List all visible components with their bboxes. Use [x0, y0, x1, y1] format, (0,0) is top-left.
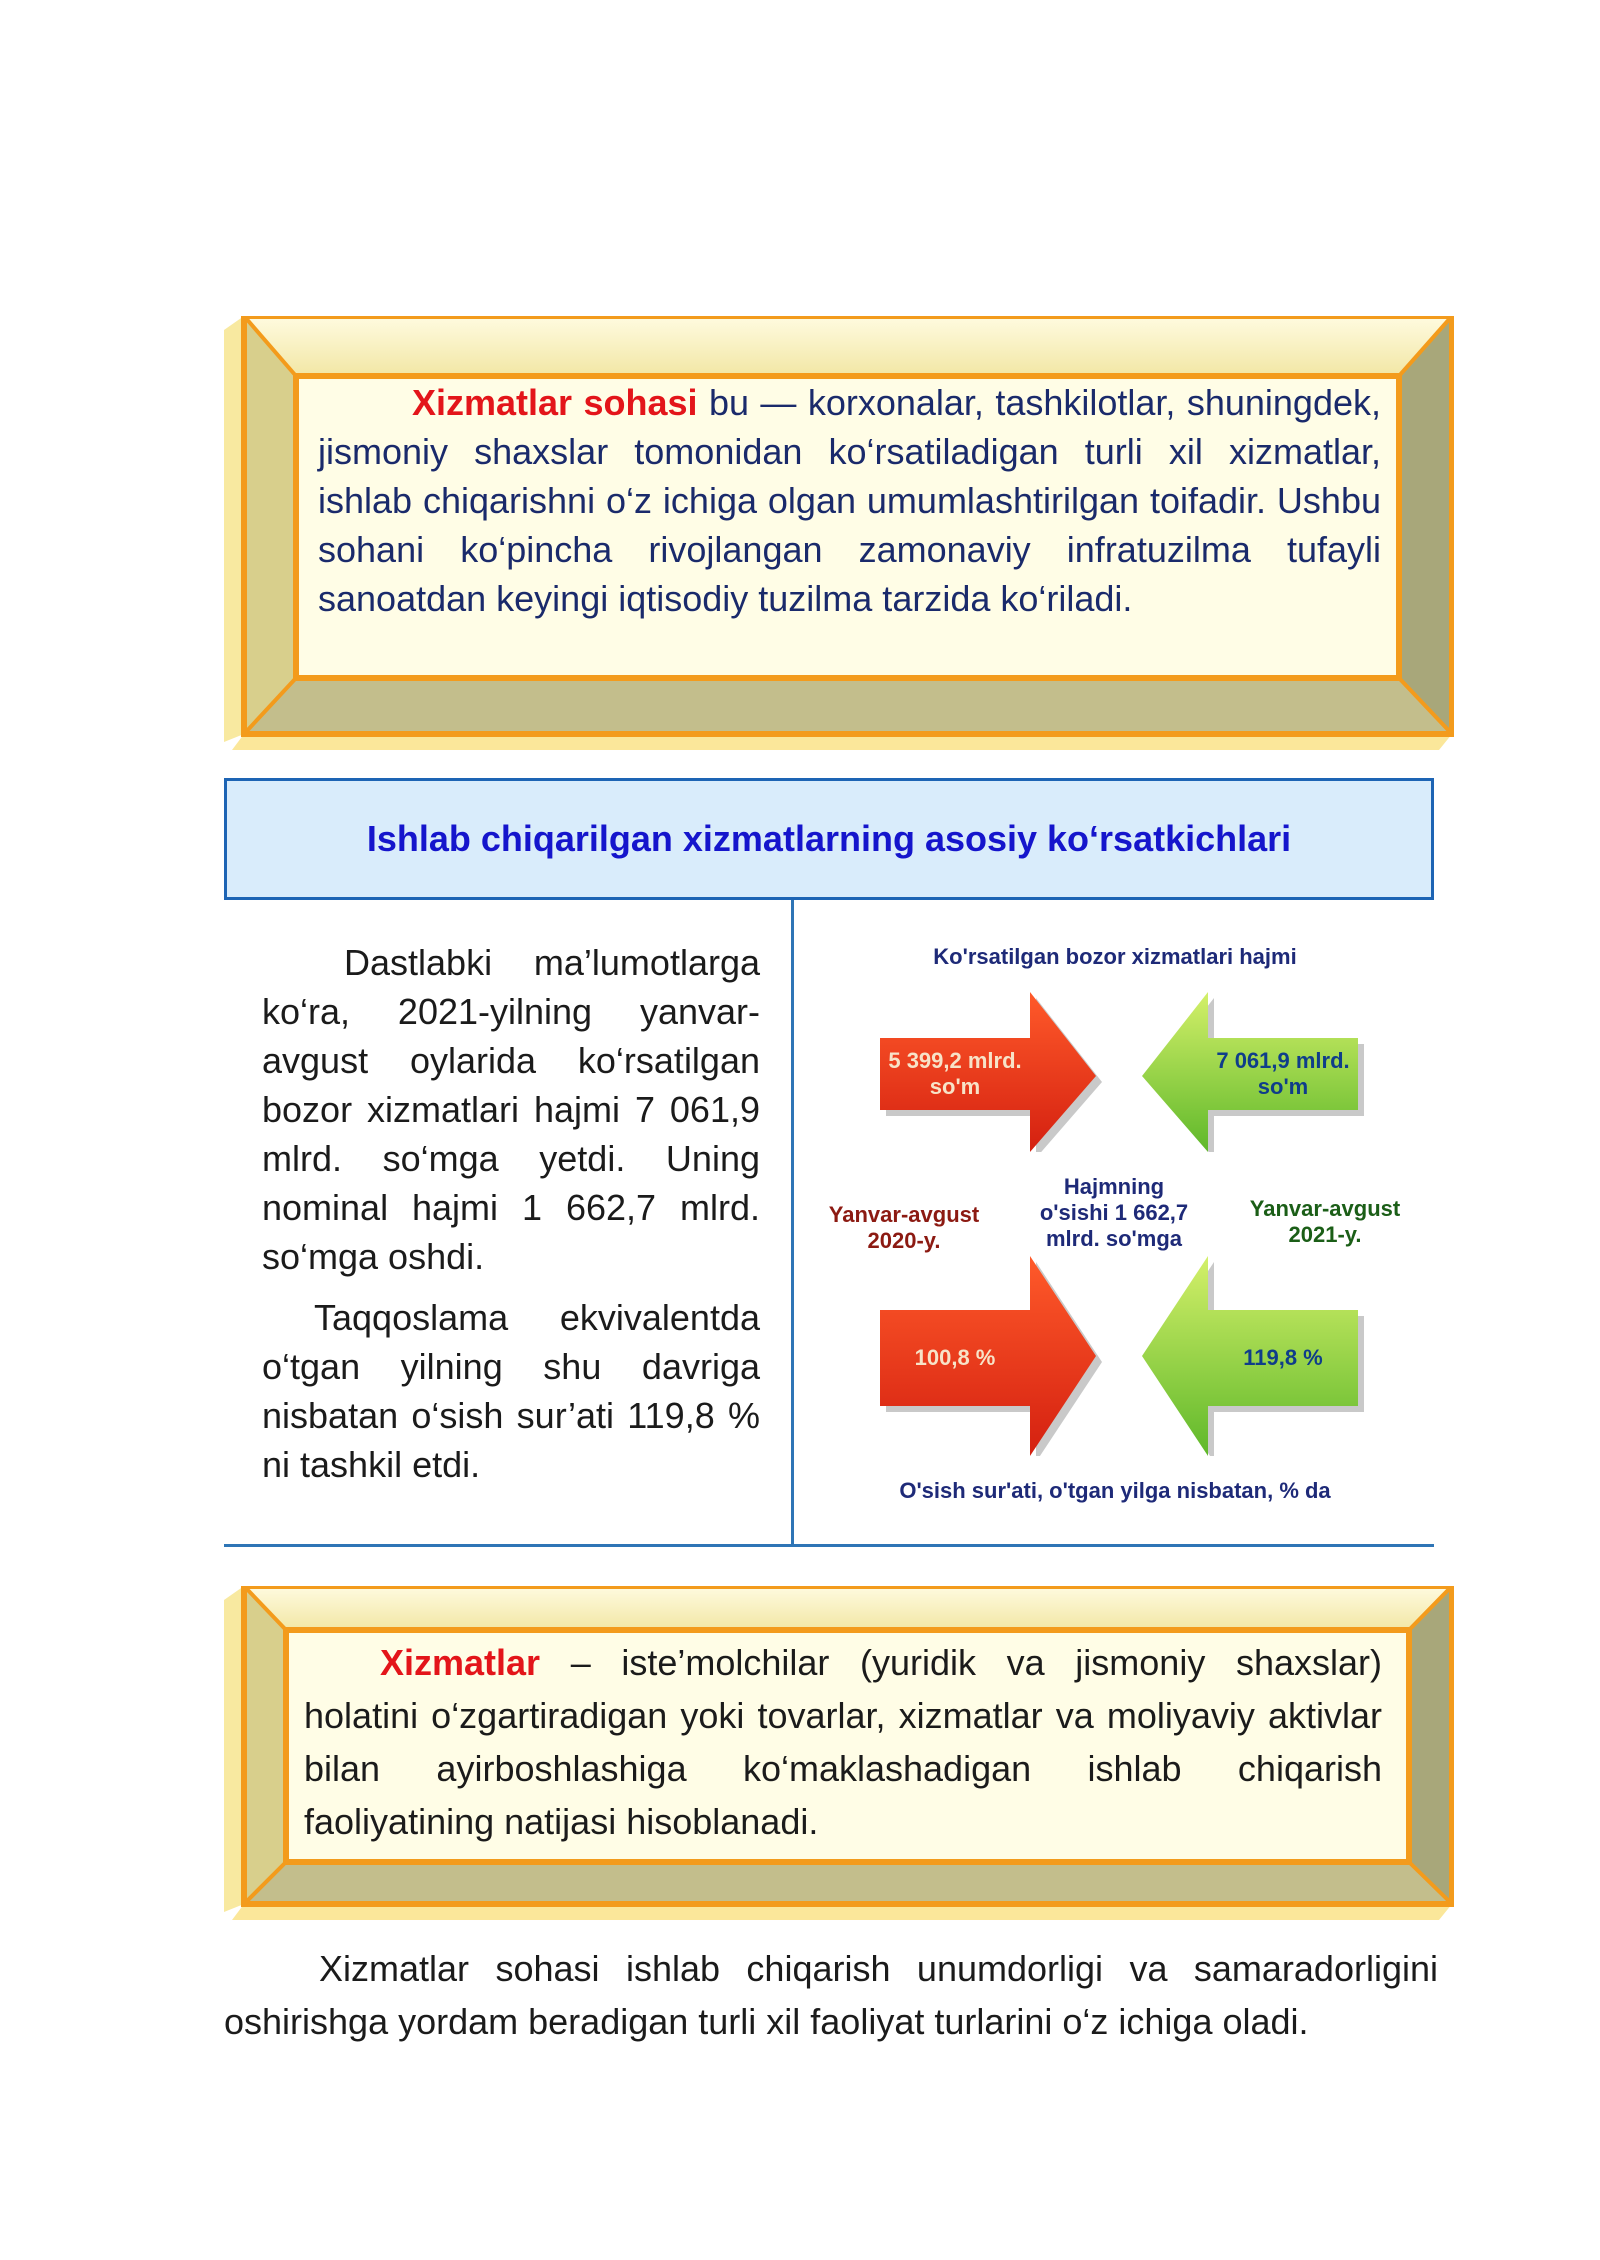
closing-text	[224, 1942, 1438, 2048]
green-volume-label: 7 061,9 mlrd. so'm	[1216, 1048, 1350, 1099]
indicator-text	[262, 938, 760, 1501]
red-rate-label: 100,8 %	[914, 1345, 996, 1370]
definition-box-1	[224, 316, 1454, 752]
green-rate-label: 119,8 %	[1243, 1345, 1323, 1370]
definition-box-2	[224, 1586, 1454, 1922]
definition-2-text	[304, 1636, 1382, 1848]
growth-note: Hajmning o'sishi 1 662,7 mlrd. so'mga	[1039, 1174, 1189, 1251]
green-period-label: Yanvar-avgust 2021-y.	[1249, 1196, 1401, 1247]
infographic-title: Ko'rsatilgan bozor xizmatlari hajmi	[933, 944, 1297, 969]
section-bottom-rule	[224, 1544, 1434, 1547]
closing-paragraph: Xizmatlar sohasi ishlab chiqarish unumdorligi va samaradorligini oshirishga yordam beradigan turli xil faoliyat turlarini o‘z ichiga oladi.	[224, 1948, 1438, 2042]
column-divider	[791, 900, 794, 1545]
green-arrow-rate	[1128, 1256, 1368, 1456]
definition-1-text	[318, 378, 1381, 623]
definition-1-term: Xizmatlar sohasi	[412, 382, 698, 423]
indicator-paragraph-2: Taqqoslama ekvivalentda o‘tgan yilning shu davriga nisbatan o‘sish sur’ati 119,8 % ni tashkil etdi.	[262, 1297, 760, 1485]
infographic-caption: O'sish sur'ati, o'tgan yilga nisbatan, % da	[899, 1478, 1331, 1503]
red-volume-label: 5 399,2 mlrd. so'm	[888, 1048, 1022, 1099]
green-arrow-volume	[1128, 992, 1368, 1152]
definition-1-body: bu — korxonalar, tashkilotlar, shuningdek, jismoniy shaxslar tomonidan ko‘rsatiladigan turli xil xizmatlar, ishlab chiqarishni o‘z ichiga olgan umumlashtirilgan toifadir. Ushbu sohani ko‘pincha rivojlangan zamonaviy infratuzilma tufayli sanoatdan keyingi iqtisodiy tuzilma tarzida ko‘riladi.	[318, 382, 1381, 619]
red-arrow-volume	[870, 992, 1110, 1152]
section-title: Ishlab chiqarilgan xizmatlarning asosiy ko‘rsatkichlari	[224, 778, 1434, 900]
services-infographic	[810, 930, 1420, 1520]
definition-2-body: – iste’molchilar (yuridik va jismoniy shaxslar) holatini o‘zgartiradigan yoki tovarlar, xizmatlar va moliyaviy aktivlar bilan ayirboshlashiga ko‘maklashadigan ishlab chiqarish faoliyatining natijasi hisoblanadi.	[304, 1642, 1382, 1842]
definition-2-term: Xizmatlar	[380, 1642, 541, 1683]
red-arrow-rate	[870, 1256, 1110, 1456]
indicator-paragraph-1: Dastlabki ma’lumotlarga ko‘ra, 2021-yilning yanvar-avgust oylarida ko‘rsatilgan bozor xizmatlari hajmi 7 061,9 mlrd. so‘mga yetdi. Uning nominal hajmi 1 662,7 mlrd. so‘mga oshdi.	[262, 942, 760, 1277]
red-period-label: Yanvar-avgust 2020-y.	[828, 1202, 980, 1253]
